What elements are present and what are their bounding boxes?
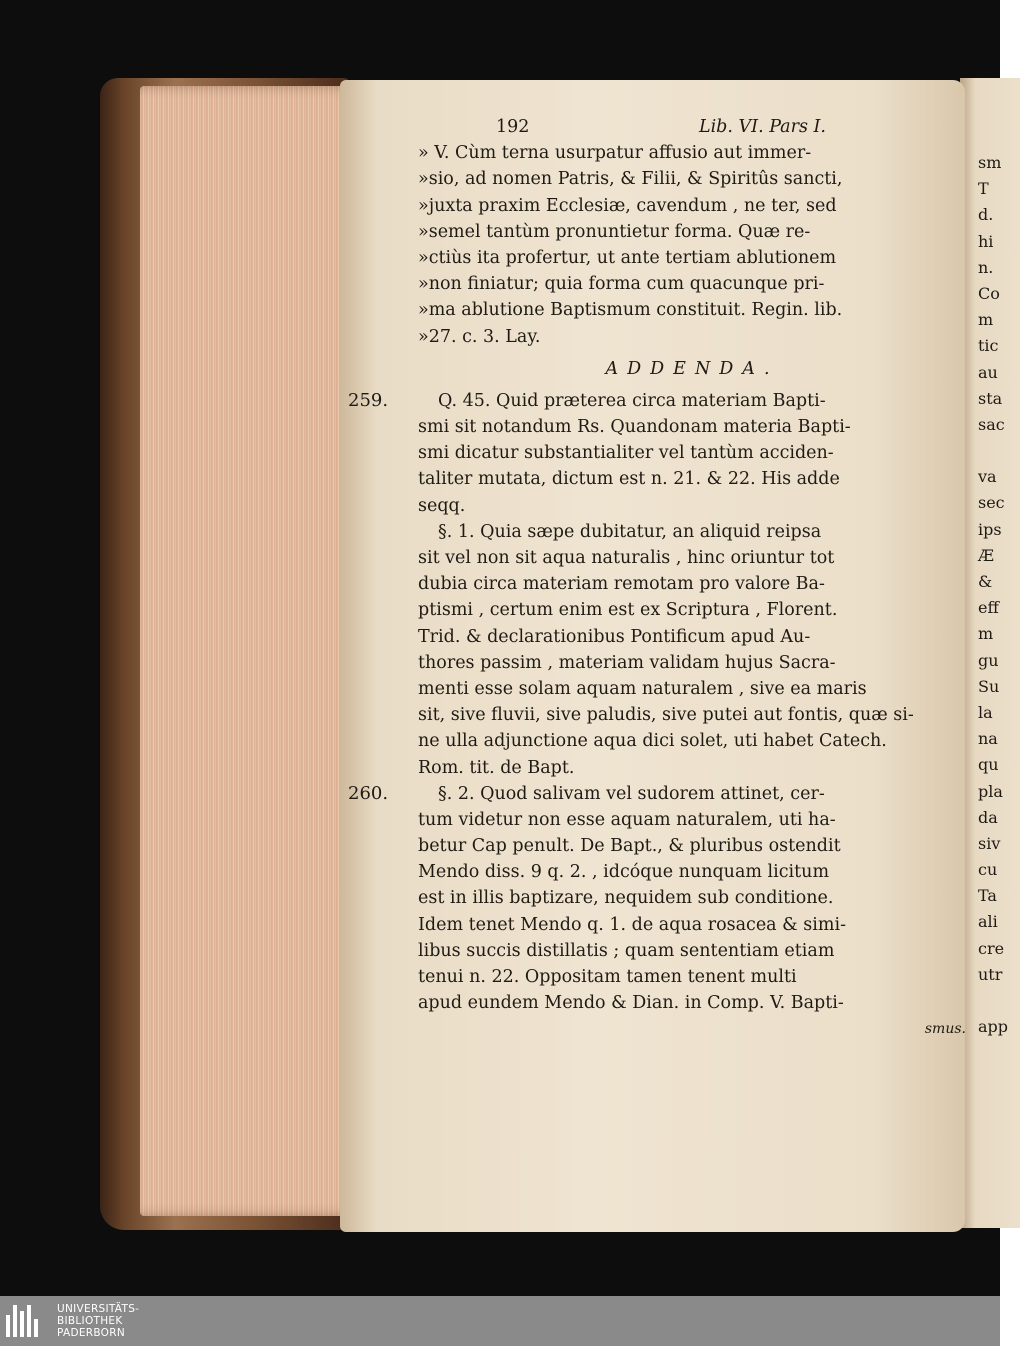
facing-fragment: app bbox=[978, 1017, 1009, 1037]
text-line: Idem tenet Mendo q. 1. de aqua rosacea & simi- bbox=[418, 914, 846, 935]
facing-fragment: Ta bbox=[978, 886, 997, 906]
text-line: libus succis distillatis ; quam sententiam etiam bbox=[418, 940, 835, 961]
text-line: »27. c. 3. Lay. bbox=[418, 326, 541, 347]
text-line: »juxta praxim Ecclesiæ, cavendum , ne ter, sed bbox=[418, 195, 837, 216]
facing-fragment: sac bbox=[978, 414, 1005, 434]
facing-fragment: pla bbox=[978, 781, 1003, 801]
text-line: tum videtur non esse aquam naturalem, uti ha- bbox=[418, 809, 836, 830]
facing-fragment: qu bbox=[978, 755, 999, 775]
facing-fragment: utr bbox=[978, 964, 1003, 984]
facing-fragment: T bbox=[978, 179, 989, 199]
text-line: »ma ablutione Baptismum constituit. Regin. lib. bbox=[418, 300, 843, 321]
facing-fragment: au bbox=[978, 362, 998, 382]
text-line: est in illis baptizare, nequidem sub conditione. bbox=[418, 888, 834, 909]
facing-fragment: ali bbox=[978, 912, 998, 932]
text-line: §. 2. Quod salivam vel sudorem attinet, cer- bbox=[438, 783, 825, 804]
text-line: » V. Cùm terna usurpatur affusio aut immer- bbox=[418, 143, 812, 164]
logo-line: UNIVERSITÄTS- bbox=[57, 1303, 140, 1315]
text-line: smi sit notandum Rs. Quandonam materia Bapti- bbox=[418, 417, 851, 438]
text-line: tenui n. 22. Oppositam tamen tenent multi bbox=[418, 967, 797, 987]
facing-fragment: va bbox=[978, 467, 997, 487]
margin-number-260: 260. bbox=[348, 782, 389, 804]
facing-fragment: Su bbox=[978, 676, 1000, 696]
facing-fragment: & bbox=[978, 572, 993, 591]
footer-bar bbox=[0, 1296, 1000, 1346]
page-edges bbox=[140, 86, 360, 1216]
text-line: sit, sive fluvii, sive paludis, sive putei aut fontis, quæ si- bbox=[418, 705, 914, 726]
logo-line: PADERBORN bbox=[57, 1327, 125, 1339]
text-line: apud eundem Mendo & Dian. in Comp. V. Bapti- bbox=[418, 993, 844, 1014]
text-line: §. 1. Quia sæpe dubitatur, an aliquid reipsa bbox=[438, 521, 822, 542]
text-line: Q. 45. Quid præterea circa materiam Bapti- bbox=[438, 390, 826, 411]
section-260 bbox=[348, 781, 966, 1017]
text-line: dubia circa materiam remotam pro valore Ba- bbox=[418, 574, 825, 595]
text-line: »non finiatur; quia forma cum quacunque pri- bbox=[418, 274, 825, 295]
facing-fragment: n. bbox=[978, 257, 994, 277]
logo-line: BIBLIOTHEK bbox=[57, 1315, 123, 1327]
text-line: betur Cap penult. De Bapt., & pluribus ostendit bbox=[418, 836, 841, 857]
page-number: 192 bbox=[496, 117, 530, 137]
facing-fragment: gu bbox=[978, 650, 999, 670]
text-line: sit vel non sit aqua naturalis , hinc oriuntur tot bbox=[418, 548, 835, 568]
facing-fragment: siv bbox=[978, 833, 1001, 853]
text-line: ptismi , certum enim est ex Scriptura , Florent. bbox=[418, 600, 838, 621]
facing-fragment: sm bbox=[978, 153, 1002, 172]
running-title: Lib. VI. Pars I. bbox=[698, 117, 826, 137]
facing-fragment: tic bbox=[978, 336, 999, 356]
facing-fragment: la bbox=[978, 702, 993, 722]
facing-fragment: d. bbox=[978, 205, 994, 225]
catchword: smus. bbox=[924, 1021, 966, 1038]
text-line: »ctiùs ita profertur, ut ante tertiam ablutionem bbox=[418, 247, 837, 268]
text-line: menti esse solam aquam naturalem , sive ea maris bbox=[418, 678, 867, 699]
facing-fragment: Co bbox=[978, 283, 1000, 303]
facing-fragment: cu bbox=[978, 860, 998, 880]
facing-fragment: m bbox=[978, 310, 994, 330]
text-line: smi dicatur substantialiter vel tantùm acciden- bbox=[418, 443, 834, 464]
library-logo-text bbox=[57, 1303, 139, 1339]
facing-fragment: sec bbox=[978, 493, 1005, 513]
quote-paragraph bbox=[418, 140, 966, 350]
margin-number-259: 259. bbox=[348, 389, 389, 411]
library-logo-icon bbox=[6, 1305, 50, 1337]
facing-fragment: cre bbox=[978, 938, 1005, 958]
text-line: ne ulla adjunctione aqua dici solet, uti habet Catech. bbox=[418, 731, 887, 752]
facing-fragment: hi bbox=[978, 231, 994, 251]
facing-fragment bbox=[978, 438, 1008, 464]
facing-fragment: da bbox=[978, 807, 998, 827]
facing-fragment: m bbox=[978, 624, 994, 644]
text-line: »semel tantùm pronuntietur forma. Quæ re- bbox=[418, 221, 811, 242]
running-header bbox=[496, 114, 826, 140]
facing-fragment: sta bbox=[978, 388, 1003, 408]
facing-page-fragments bbox=[978, 150, 1008, 1040]
text-line: taliter mutata, dictum est n. 21. & 22. His adde bbox=[418, 469, 840, 490]
section-title: ADDENDA. bbox=[605, 358, 779, 379]
text-line: seqq. bbox=[418, 495, 466, 516]
facing-fragment: na bbox=[978, 729, 998, 749]
facing-fragment: ips bbox=[978, 519, 1002, 539]
page-text bbox=[348, 114, 966, 1043]
text-line: Rom. tit. de Bapt. bbox=[418, 757, 575, 778]
text-line: thores passim , materiam validam hujus Sacra- bbox=[418, 652, 836, 673]
text-line: Trid. & declarationibus Pontificum apud Au- bbox=[418, 626, 811, 647]
facing-fragment: Æ bbox=[978, 545, 995, 565]
text-line: Mendo diss. 9 q. 2. , idcóque nunquam licitum bbox=[418, 862, 830, 883]
facing-fragment bbox=[978, 988, 1008, 1014]
facing-fragment: eff bbox=[978, 598, 999, 618]
text-line: »sio, ad nomen Patris, & Filii, & Spiritûs sancti, bbox=[418, 169, 843, 190]
section-259 bbox=[348, 388, 966, 781]
